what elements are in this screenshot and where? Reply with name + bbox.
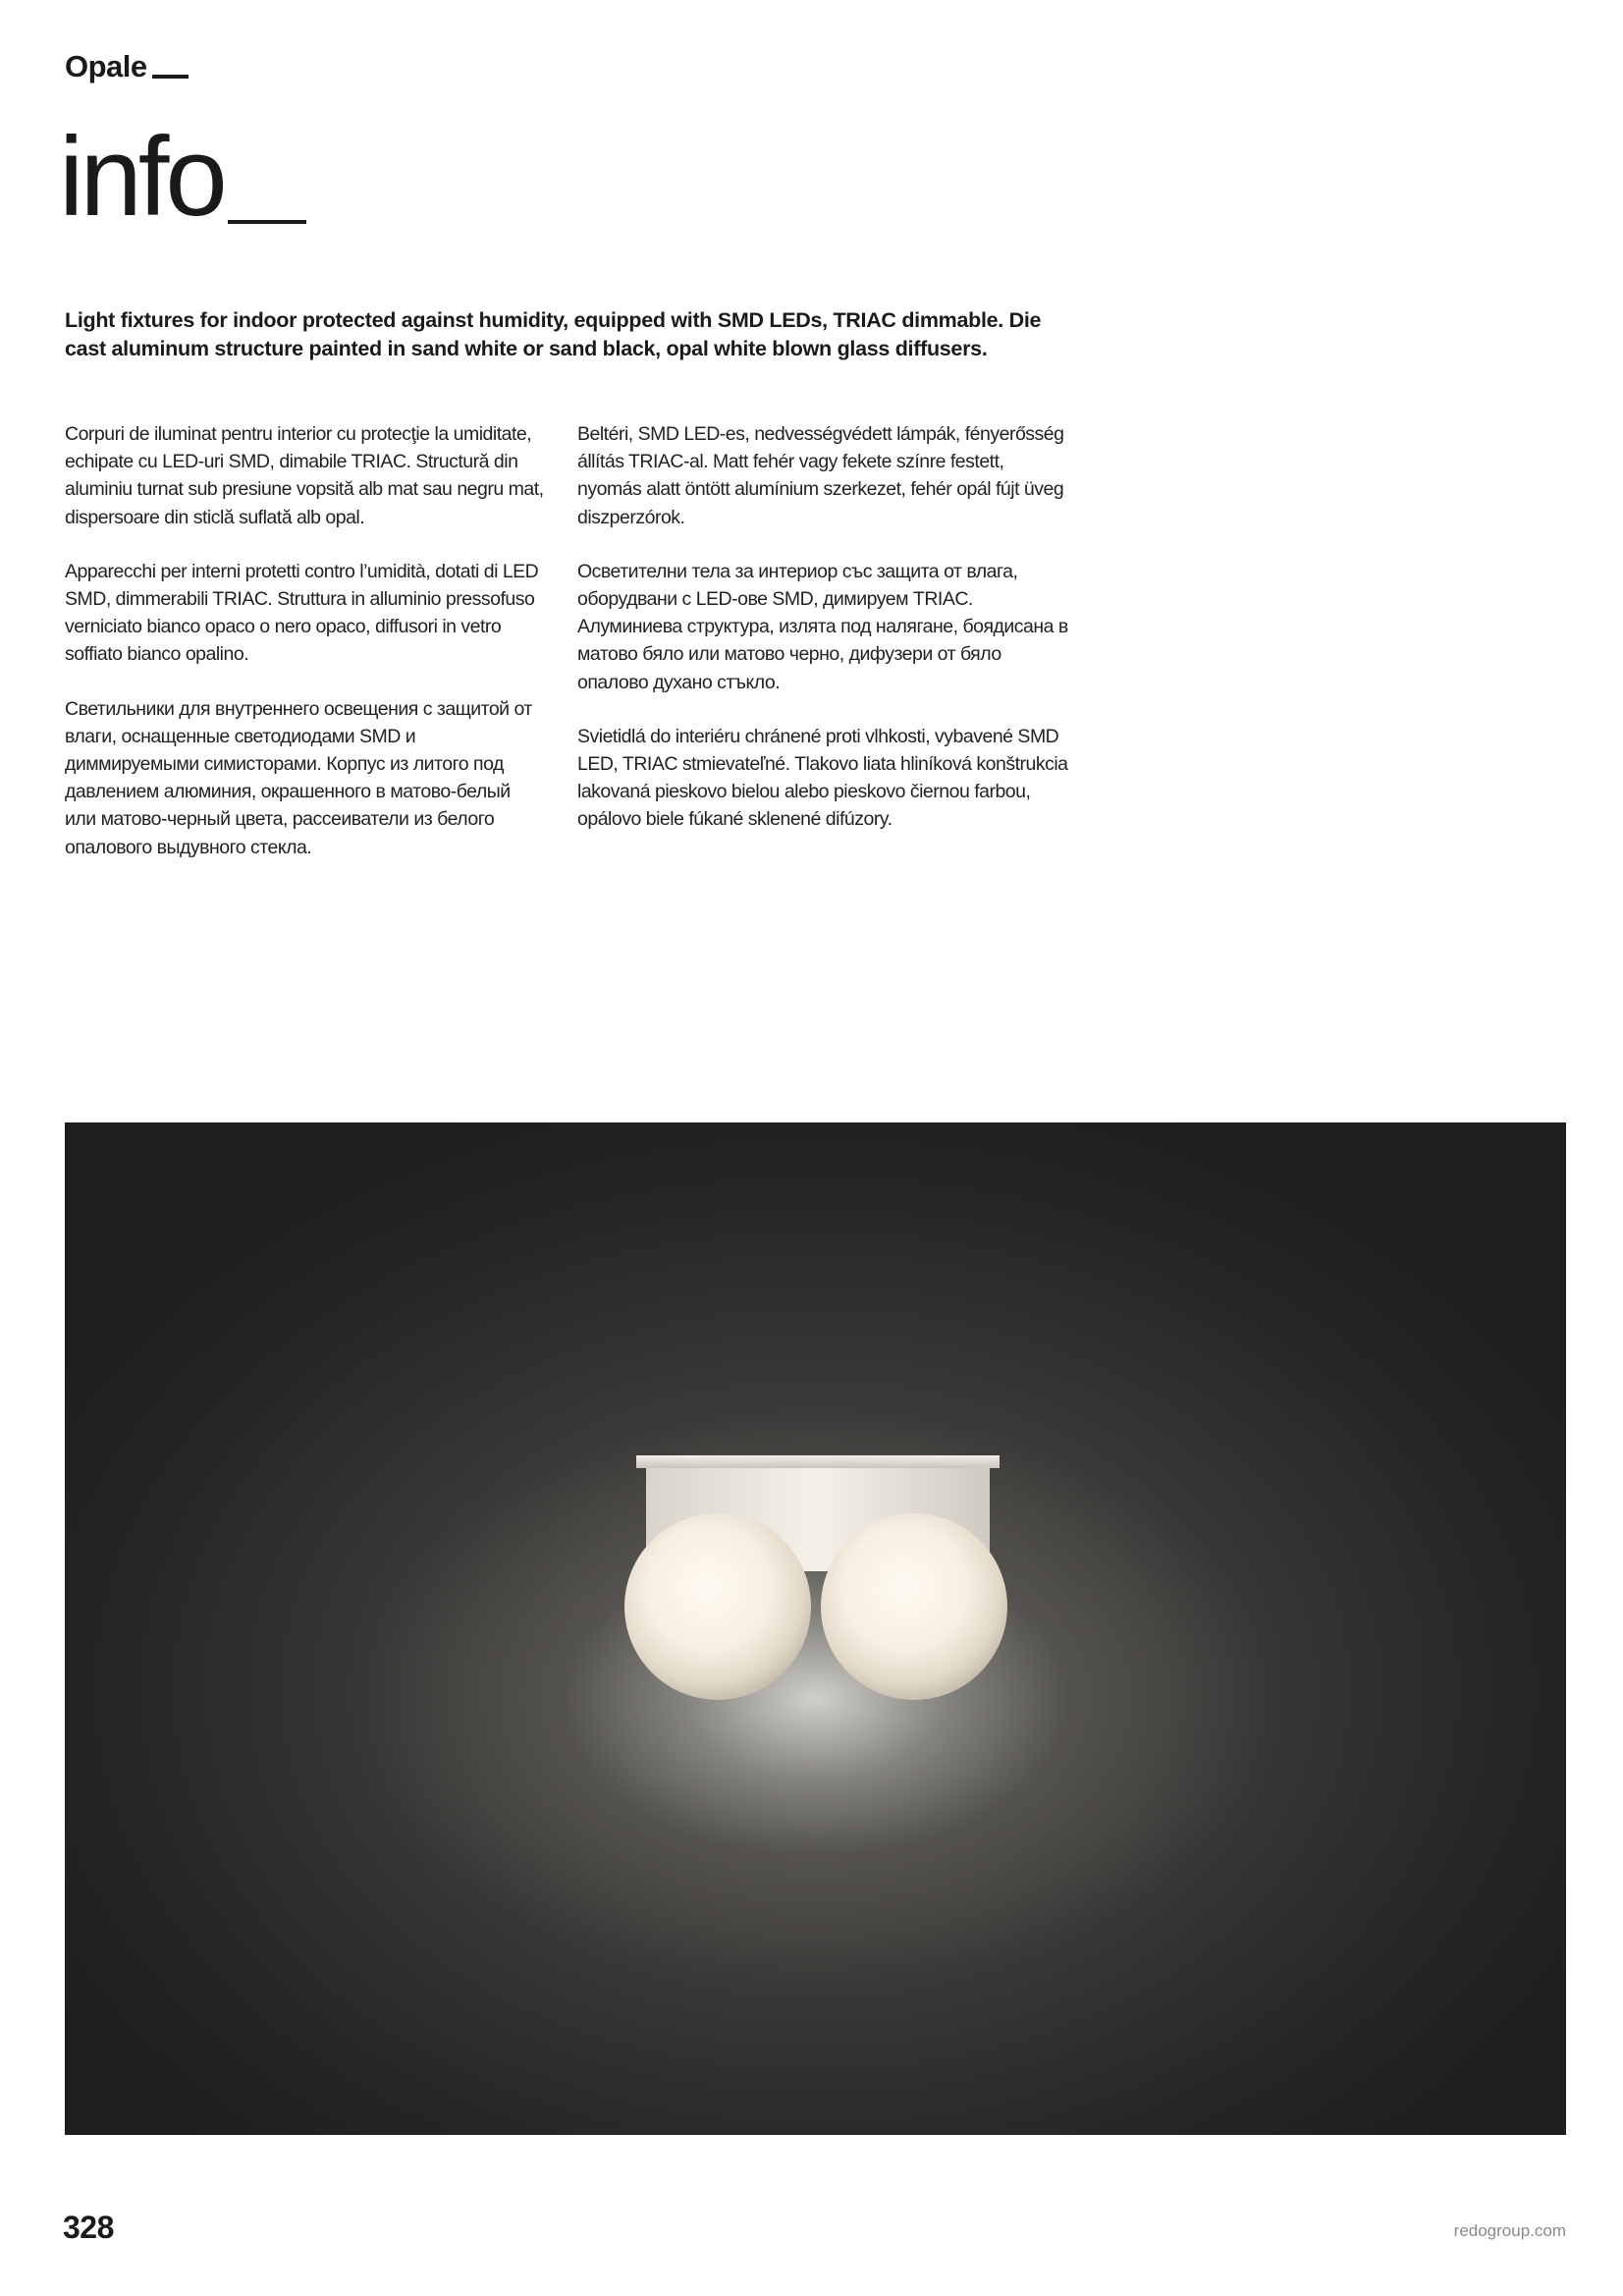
paragraph-hu: Beltéri, SMD LED-es, nedvességvédett lámpák, fényerősség állítás TRIAC-al. Matt fehér vagy fekete színre festett, nyomás alatt öntött alumínium szerkezet, fehér opál fújt üveg diszperzórok. [577,423,1064,528]
brand-name: Opale [65,49,147,83]
paragraph-it: Apparecchi per interni protetti contro l’umidità, dotati di LED SMD, dimmerabili TRIAC. Struttura in alluminio pressofuso verniciato bianco opaco o nero opaco, diffusori in vetro soffiato bianco opalino. [65,560,539,666]
lead-paragraph-en: Light fixtures for indoor protected against humidity, equipped with SMD LEDs, TRIAC dimmable. Die cast aluminum structure painted in sand white or sand black, opal white blown glass diffusers. [65,308,1042,360]
paragraph-ru: Светильники для внутреннего освещения с защитой от влаги, оснащенные светодиодами SMD и диммируемыми симисторами. Корпус из литого под давлением алюминия, окрашенного в матово-белый или матово-черный цвета, рассеиватели из белого опалового выдувного стекла. [65,697,532,858]
product-photo [65,1122,1566,2135]
text-column-left [65,420,546,888]
text-column-right [577,420,1068,860]
page-title-text: info [59,115,224,240]
paragraph-sk: Svietidlá do interiéru chránené proti vlhkosti, vybavené SMD LED, TRIAC stmievateľné. Tlakovo liata hliníková konštrukcia lakovaná pieskovo bielou alebo pieskovo čiernou farbou, opálovo biele fúkané sklenené difúzory. [577,725,1068,831]
right-globe [821,1513,1007,1700]
title-underscore [228,220,306,224]
left-globe [624,1513,811,1700]
website-link[interactable]: redogroup.com [1453,2221,1566,2240]
paragraph-ro: Corpuri de iluminat pentru interior cu protecţie la umiditate, echipate cu LED-uri SMD, dimabile TRIAC. Structură din aluminiu turnat sub presiune vopsită alb mat sau negru mat, dispersoare din sticlă suflată alb opal. [65,423,544,528]
wall-lamp-illustration [65,1122,1566,2135]
brand-header [65,49,189,84]
brand-underscore [152,75,189,79]
mounting-plate [636,1455,1000,1468]
paragraph-bg: Осветителни тела за интериор със защита от влага, оборудвани с LED-ове SMD, димируем TRIAC. Алуминиева структура, излята под налягане, боядисана в матово бяло или матово черно, дифузери от бяло опалово духано стъкло. [577,560,1068,693]
page-number: 328 [63,2210,114,2245]
page-title [59,115,306,240]
